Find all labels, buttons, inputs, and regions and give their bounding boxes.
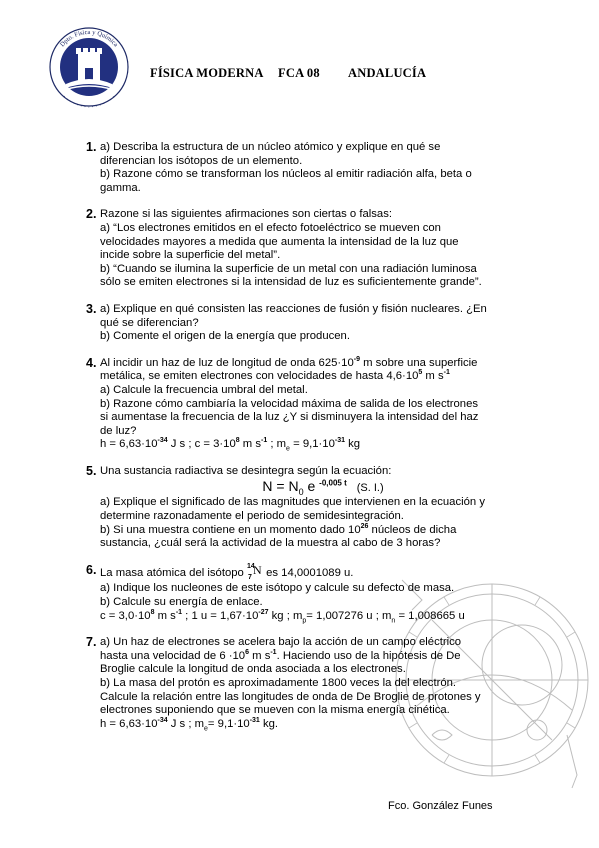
sheet-code: FCA 08 [278, 66, 320, 80]
logo-text: Dpto. Física y Química [58, 28, 120, 49]
question-6: 6. La masa atómica del isótopo 14 7 N es 14,0001089 u. a) Indique los nucleones de este isótopo y calcule su defecto de masa. b) Calcule su energía de enlace. $c = 3,0\cdot 10^8$ m $s^{-1}$ ; 1 $u = 1,67\cdot 10^{-27}$ kg ; $m_p= 1,007276$ u ; $m_n = 1,008665$ u [86, 564, 516, 623]
constants-line: $c = 3,0\cdot 10^8$ m $s^{-1}$ ; 1 $u = 1,67\cdot 10^{-27}$ kg ; $m_p= 1,007276$ u ; $m_n = 1,008665$ u [100, 608, 465, 624]
region-label: ANDALUCÍA [348, 66, 427, 80]
constants-line: $h = 6,63\cdot 10^{-34}$ J s ; $c = 3\cdot 10^8$ m $s^{-1}$ ; $m_e = 9,1\cdot 10^{-31}$ kg [100, 437, 361, 453]
question-4: 4. Al incidir un haz de luz de longitud de onda $625\cdot 10^{-9}$ m sobre una superficie metálica, se emiten electrones con velocidades de hasta $4,6\cdot 10^5$ m $s^{-1}$ a) Calcule la frecuencia umbral del metal. b) Razone cómo cambiaría la velocidad máxima de salida de los electrones si aumentase la frecuencia de la luz ¿Y si disminuyera la intensidad del haz de luz? $h = 6,63\cdot 10^{-34}$ J s ; $c = 3\cdot 10^8$ m $s^{-1}$ ; $m_e = 9,1\cdot 10^{-31}$ kg [86, 357, 516, 452]
subject-title: FÍSICA MODERNA [150, 66, 264, 80]
questions-list [86, 141, 516, 744]
question-5: 5. Una sustancia radiactiva se desintegra según la ecuación: $N = N_0$ e $^{-0,005 t}$ (S. I.) a) Explique el significado de las magnitudes que intervienen en la ecuación y determine razonadamente el periodo de semidesintegración. b) Si una muestra contiene en un momento dado $10^{26}$ núcleos de dicha sustancia, ¿cuál será la actividad de la muestra al cabo de 3 horas? [86, 465, 516, 551]
svg-text:· · · · · · · · · · · · · · ·: · · · · · · · · · · · · · · · [61, 94, 117, 111]
question-1: 1. a) Describa la estructura de un núcleo atómico y explique en qué se diferencian los isótopos de un elemento. b) Razone cómo se transforman los núcleos al emitir radiación alfa, beta o gamma. [86, 140, 472, 194]
author-signature: Fco. González Funes [388, 800, 493, 812]
constants-line: $h = 6,63\cdot 10^{-34}$ J s ; $m_e= 9,1\cdot 10^{-31}$ kg. [100, 717, 279, 733]
question-7: 7. a) Un haz de electrones se acelera bajo la acción de un campo eléctrico hasta una velocidad de $6 \cdot 10^6$ m $s^{-1}$. Haciendo uso de la hipótesis de De Broglie calcule la longitud de onda asociada a los electrones. b) La masa del protón es aproximadamente 1800 veces la del electrón. Calcule la relación entre las longitudes de onda de De Broglie de protones y electrones suponiendo que se mueven con la misma energía cinética. $h = 6,63\cdot 10^{-34}$ J s ; $m_e= 9,1\cdot 10^{-31}$ kg. [86, 636, 516, 731]
question-2: 2. Razone si las siguientes afirmaciones son ciertas o falsas: a) “Los electrones emitidos en el efecto fotoeléctrico se mueven con velocidades mayores a medida que aumenta la intensidad de la luz que incide sobre la superficie del metal”. b) “Cuando se ilumina la superficie de un metal con una radiación luminosa sólo se emiten electrones si la intensidad de luz es suficientemente grande”. [86, 207, 482, 289]
question-3: 3. a) Explique en qué consisten las reacciones de fusión y fisión nucleares. ¿En qué se diferencian? b) Comente el origen de la energía que producen. [86, 301, 487, 343]
nitrogen-14-nuclide: 14 7 N [246, 562, 262, 581]
department-logo [46, 22, 132, 112]
decay-equation: $N = N_0$ e $^{-0,005 t}$ (S. I.) [262, 478, 384, 498]
